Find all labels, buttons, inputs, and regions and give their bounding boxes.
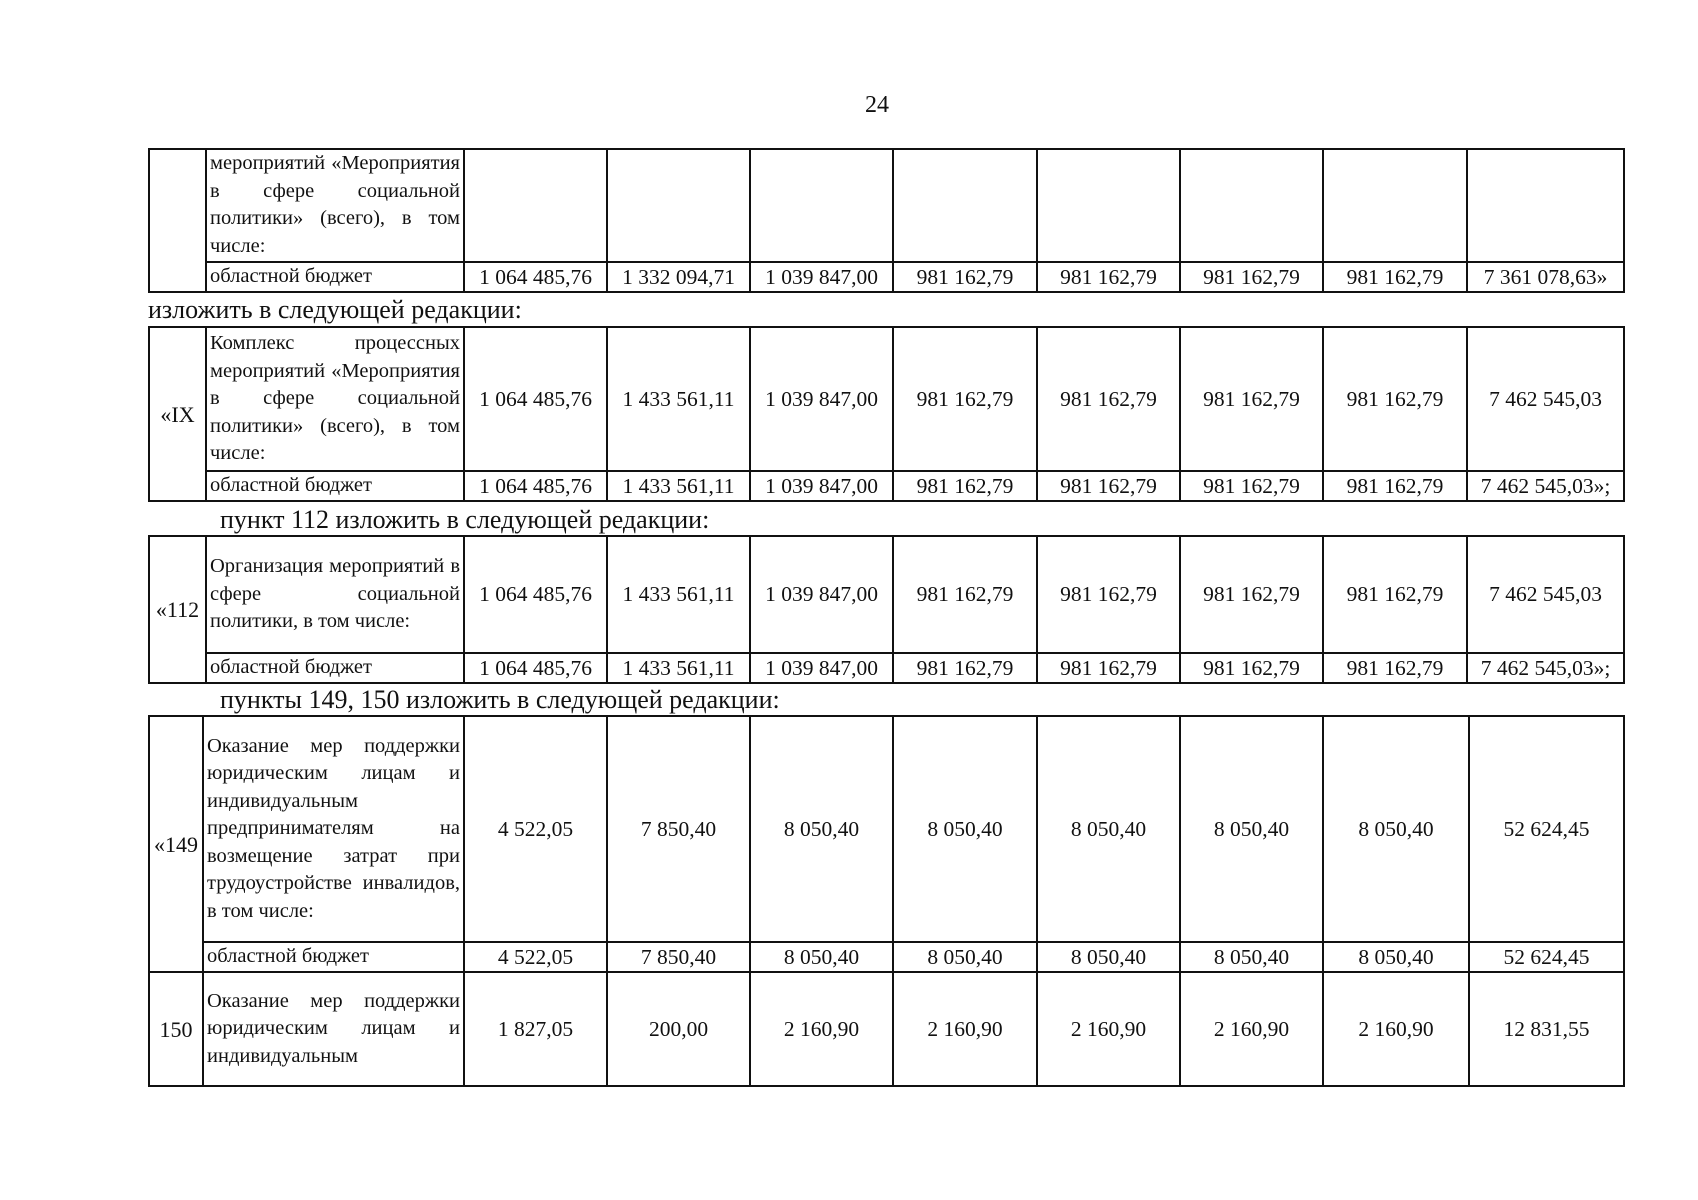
value-cell: 8 050,40 bbox=[1037, 942, 1180, 972]
value-cell: 4 522,05 bbox=[464, 716, 607, 942]
value-cell: 981 162,79 bbox=[893, 653, 1037, 683]
value-cell: 981 162,79 bbox=[1323, 536, 1467, 653]
row-index bbox=[149, 149, 206, 292]
value-cell: 200,00 bbox=[607, 972, 750, 1086]
value-cell: 981 162,79 bbox=[1180, 536, 1323, 653]
value-cell: 8 050,40 bbox=[1323, 716, 1469, 942]
value-cell: 1 064 485,76 bbox=[464, 327, 607, 471]
row-index: «IX bbox=[149, 327, 206, 501]
value-cell: 7 462 545,03 bbox=[1467, 327, 1624, 471]
value-cell: 8 050,40 bbox=[893, 942, 1037, 972]
instruction-text: изложить в следующей редакции: bbox=[148, 295, 522, 324]
value-cell: 981 162,79 bbox=[1323, 471, 1467, 501]
value-cell: 52 624,45 bbox=[1469, 942, 1624, 972]
value-cell bbox=[750, 149, 893, 262]
value-cell: 1 039 847,00 bbox=[750, 327, 893, 471]
value-cell: 1 433 561,11 bbox=[607, 471, 750, 501]
value-cell: 981 162,79 bbox=[1180, 327, 1323, 471]
value-cell: 8 050,40 bbox=[893, 716, 1037, 942]
value-cell bbox=[607, 149, 750, 262]
value-cell: 1 064 485,76 bbox=[464, 262, 607, 292]
table-112 bbox=[148, 535, 1625, 684]
value-cell: 2 160,90 bbox=[750, 972, 893, 1086]
value-cell bbox=[1037, 149, 1180, 262]
value-cell: 1 064 485,76 bbox=[464, 471, 607, 501]
value-cell: 8 050,40 bbox=[1180, 716, 1323, 942]
value-cell: 981 162,79 bbox=[893, 262, 1037, 292]
value-cell: 981 162,79 bbox=[1037, 471, 1180, 501]
value-cell: 7 462 545,03»; bbox=[1467, 653, 1624, 683]
value-cell: 2 160,90 bbox=[1323, 972, 1469, 1086]
value-cell: 8 050,40 bbox=[1037, 716, 1180, 942]
value-cell: 1 039 847,00 bbox=[750, 262, 893, 292]
value-cell: 981 162,79 bbox=[1323, 653, 1467, 683]
instruction-text: пункты 149, 150 изложить в следующей редакции: bbox=[220, 685, 780, 714]
value-cell: 12 831,55 bbox=[1469, 972, 1624, 1086]
row-index: «112 bbox=[149, 536, 206, 683]
value-cell: 8 050,40 bbox=[750, 942, 893, 972]
row-description: Оказание мер поддержки юридическим лицам и индивидуальным предпринимателям на возмещение затрат при трудоустройстве инвалидов, в том числе: bbox=[203, 716, 464, 942]
value-cell: 1 827,05 bbox=[464, 972, 607, 1086]
table-previous-edition bbox=[148, 148, 1625, 293]
value-cell: 1 064 485,76 bbox=[464, 653, 607, 683]
value-cell: 1 039 847,00 bbox=[750, 653, 893, 683]
table-ix bbox=[148, 326, 1625, 502]
row-description: областной бюджет bbox=[203, 942, 464, 972]
row-index: 150 bbox=[149, 972, 203, 1086]
value-cell: 981 162,79 bbox=[1323, 262, 1467, 292]
value-cell: 1 332 094,71 bbox=[607, 262, 750, 292]
value-cell: 981 162,79 bbox=[893, 471, 1037, 501]
row-description: областной бюджет bbox=[206, 653, 464, 683]
value-cell: 8 050,40 bbox=[1180, 942, 1323, 972]
row-index: «149 bbox=[149, 716, 203, 972]
page-number: 24 bbox=[865, 92, 889, 118]
row-description: областной бюджет bbox=[206, 471, 464, 501]
value-cell: 1 064 485,76 bbox=[464, 536, 607, 653]
value-cell: 981 162,79 bbox=[1037, 262, 1180, 292]
value-cell: 52 624,45 bbox=[1469, 716, 1624, 942]
row-description: областной бюджет bbox=[206, 262, 464, 292]
value-cell: 981 162,79 bbox=[893, 327, 1037, 471]
value-cell: 1 039 847,00 bbox=[750, 536, 893, 653]
value-cell: 2 160,90 bbox=[893, 972, 1037, 1086]
row-description: мероприятий «Мероприятия в сфере социальной политики» (всего), в том числе: bbox=[206, 149, 464, 262]
value-cell: 981 162,79 bbox=[893, 536, 1037, 653]
value-cell: 8 050,40 bbox=[750, 716, 893, 942]
value-cell: 2 160,90 bbox=[1037, 972, 1180, 1086]
value-cell bbox=[1467, 149, 1624, 262]
value-cell: 1 433 561,11 bbox=[607, 327, 750, 471]
value-cell: 8 050,40 bbox=[1323, 942, 1469, 972]
row-description: Организация мероприятий в сфере социальной политики, в том числе: bbox=[206, 536, 464, 653]
value-cell: 981 162,79 bbox=[1037, 536, 1180, 653]
value-cell: 4 522,05 bbox=[464, 942, 607, 972]
value-cell: 7 462 545,03 bbox=[1467, 536, 1624, 653]
value-cell: 7 850,40 bbox=[607, 942, 750, 972]
value-cell bbox=[464, 149, 607, 262]
value-cell: 981 162,79 bbox=[1180, 653, 1323, 683]
value-cell: 7 850,40 bbox=[607, 716, 750, 942]
value-cell bbox=[1180, 149, 1323, 262]
value-cell: 1 433 561,11 bbox=[607, 653, 750, 683]
value-cell: 7 462 545,03»; bbox=[1467, 471, 1624, 501]
value-cell: 1 433 561,11 bbox=[607, 536, 750, 653]
row-description: Оказание мер поддержки юридическим лицам и индивидуальным bbox=[203, 972, 464, 1086]
value-cell: 981 162,79 bbox=[1037, 653, 1180, 683]
row-description: Комплекс процессных мероприятий «Мероприятия в сфере социальной политики» (всего), в том числе: bbox=[206, 327, 464, 471]
value-cell: 981 162,79 bbox=[1323, 327, 1467, 471]
table-149-150 bbox=[148, 715, 1625, 1087]
value-cell: 981 162,79 bbox=[1037, 327, 1180, 471]
value-cell: 7 361 078,63» bbox=[1467, 262, 1624, 292]
value-cell: 2 160,90 bbox=[1180, 972, 1323, 1086]
value-cell bbox=[1323, 149, 1467, 262]
value-cell: 1 039 847,00 bbox=[750, 471, 893, 501]
value-cell bbox=[893, 149, 1037, 262]
instruction-text: пункт 112 изложить в следующей редакции: bbox=[220, 505, 710, 534]
value-cell: 981 162,79 bbox=[1180, 471, 1323, 501]
value-cell: 981 162,79 bbox=[1180, 262, 1323, 292]
